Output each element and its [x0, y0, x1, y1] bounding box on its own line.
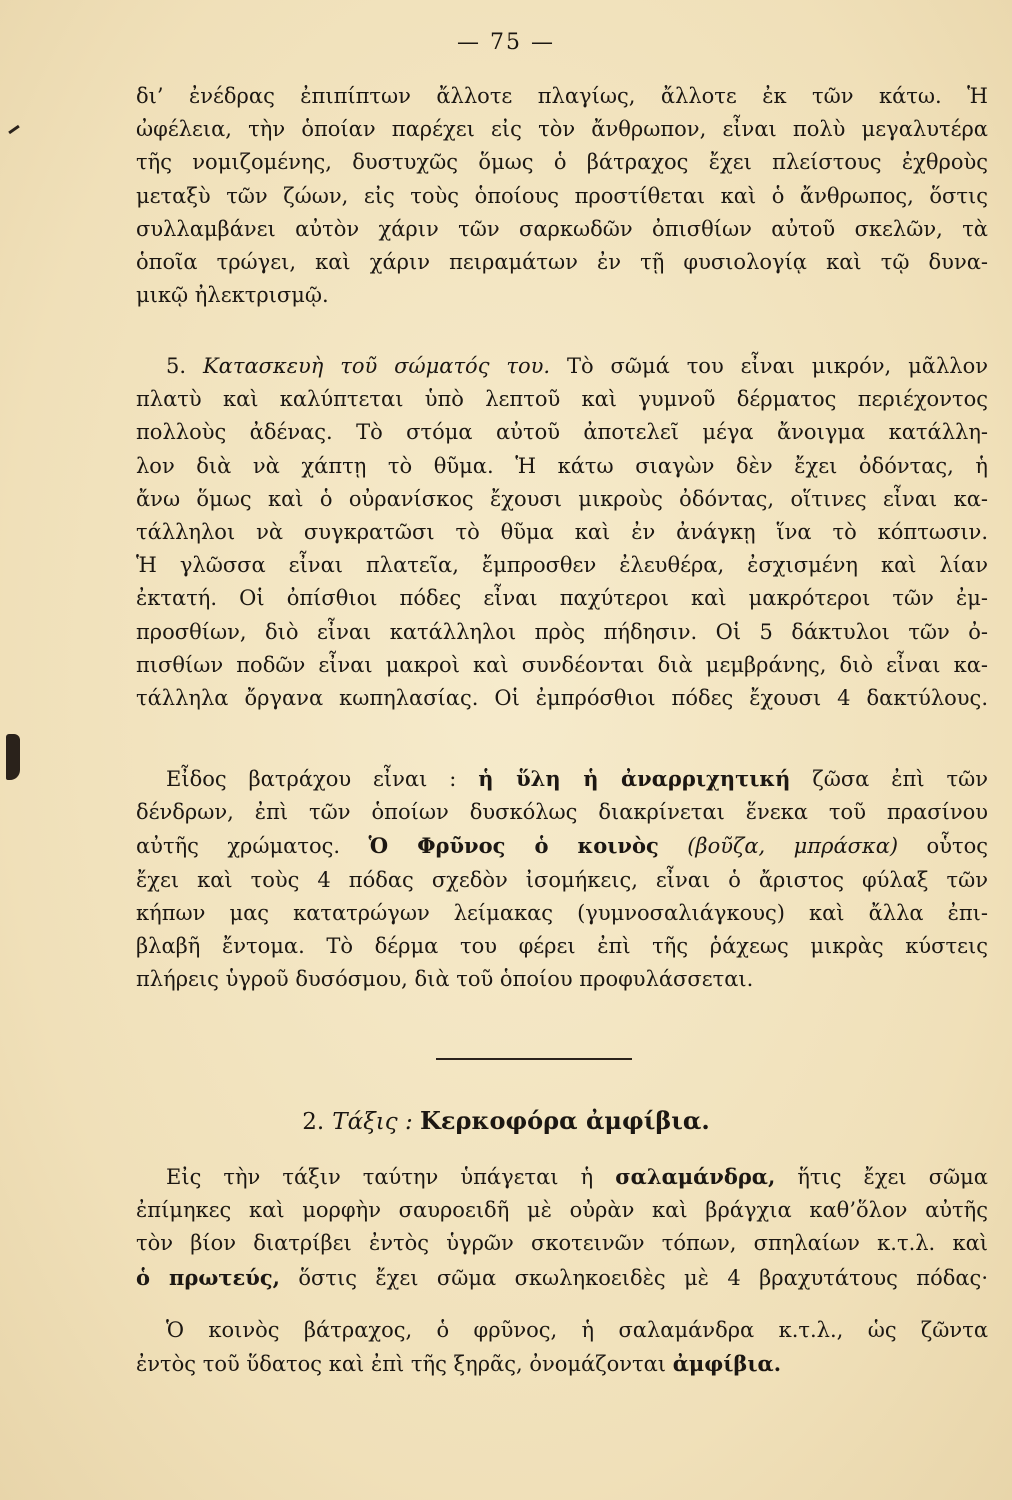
text-line: προσθίων, διὸ εἶναι κατάλληλοι πρὸς πήδησιν. Οἱ 5 δάκτυλοι τῶν ὀ-: [136, 619, 988, 644]
text-line: τάλληλα ὄργανα κωπηλασίας. Οἱ ἐμπρόσθιοι πόδες ἔχουσι 4 δακτύλους.: [136, 686, 988, 711]
text-line: Ἡ γλῶσσα εἶναι πλατεῖα, ἔμπροσθεν ἐλευθέρα, ἐσχισμένη καὶ λίαν: [136, 553, 988, 578]
section-divider: [436, 1058, 632, 1060]
heading-label: Τάξις :: [332, 1109, 413, 1135]
text-run: Τὸ σῶμά του εἶναι μικρόν, μᾶλλον: [566, 354, 988, 378]
text-line: ἐπίμηκες καὶ μορφὴν σαυροειδῆ μὲ οὐρὰν καὶ βράγχια καθ’ὅλον αὐτῆς: [136, 1198, 988, 1223]
text-line: πολλοὺς ἀδένας. Τὸ στόμα αὐτοῦ ἀποτελεῖ μέγα ἄνοιγμα κατάλλη-: [136, 420, 988, 445]
text-line: μικῷ ἠλεκτρισμῷ.: [136, 283, 329, 308]
text-run: Εἶδος βατράχου εἶναι :: [166, 767, 457, 791]
heading-number: 2.: [302, 1109, 325, 1135]
text-line: Ὁ κοινὸς βάτραχος, ὁ φρῦνος, ἡ σαλαμάνδρα κ.τ.λ., ὡς ζῶντα: [166, 1318, 988, 1342]
term-amphibians: ἀμφίβια.: [672, 1351, 782, 1377]
common-names: (βοῦζα, μπράσκα): [687, 834, 899, 859]
text-line: [136, 1347, 988, 1381]
section-title: Κατασκευὴ τοῦ σώματός του.: [202, 354, 551, 378]
text-run: Εἰς τὴν τάξιν ταύτην ὑπάγεται ἡ: [166, 1165, 594, 1189]
text-line: ἔχει καὶ τοὺς 4 πόδας σχεδὸν ἰσομήκεις, εἶναι ὁ ἄριστος φύλαξ τῶν: [136, 867, 988, 892]
text-line: πλήρεις ὑγροῦ δυσόσμου, διὰ τοῦ ὁποίου προφυλάσσεται.: [136, 967, 754, 992]
margin-ink-mark: [6, 734, 20, 780]
text-line: ὁποῖα τρώγει, καὶ χάριν πειραμάτων ἐν τῇ φυσιολογίᾳ καὶ τῷ δυνα-: [136, 250, 988, 275]
heading-title: Κερκοφόρα ἀμφίβια.: [420, 1106, 710, 1135]
species-name: ἡ ὕλη ἡ ἀναρριχητική: [478, 766, 791, 791]
paragraph-body-structure: [136, 350, 988, 715]
text-line: δένδρων, ἐπὶ τῶν ὁποίων δυσκόλως διακρίνεται ἕνεκα τοῦ πρασίνου: [136, 800, 988, 825]
text-line: δι’ ἐνέδρας ἐπιπίπτων ἄλλοτε πλαγίως, ἄλλοτε ἐκ τῶν κάτω. Ἡ: [136, 84, 988, 108]
species-name: Ὁ Φρῦνος ὁ κοινὸς: [368, 833, 659, 859]
text-line: κήπων μας κατατρώγων λείμακας (γυμνοσαλιάγκους) καὶ ἄλλα ἐπι-: [136, 900, 988, 925]
text-line: ἐκτατή. Οἱ ὀπίσθιοι πόδες εἶναι παχύτεροι καὶ μακρότεροι τῶν ἐμ-: [136, 586, 988, 611]
paragraph-salamander: [136, 1160, 988, 1295]
species-name: σαλαμάνδρα,: [615, 1164, 776, 1189]
text-line: ὠφέλεια, τὴν ὁποίαν παρέχει εἰς τὸν ἄνθρωπον, εἶναι πολὺ μεγαλυτέρα: [136, 117, 988, 142]
text-line: βλαβῆ ἔντομα. Τὸ δέρμα του φέρει ἐπὶ τῆς ῥάχεως μικρὰς κύστεις: [136, 934, 988, 959]
text-run: αὐτῆς χρώματος.: [136, 834, 341, 859]
paragraph-amphibians: [136, 1314, 988, 1381]
species-name: ὁ πρωτεύς,: [136, 1264, 280, 1290]
text-line: [136, 829, 988, 863]
text-line: [136, 762, 988, 796]
text-line: τὸν βίον διατρίβει ἐντὸς ὑγρῶν σκοτεινῶν τόπων, σπηλαίων κ.τ.λ. καὶ: [136, 1231, 988, 1256]
text-line: πλατὺ καὶ καλύπτεται ὑπὸ λεπτοῦ καὶ γυμνοῦ δέρματος περιέχοντος: [136, 387, 988, 412]
text-line: ἄνω ὅμως καὶ ὁ οὐρανίσκος ἔχουσι μικροὺς ὀδόντας, οἵτινες εἶναι κα-: [136, 486, 988, 511]
text-run: ὅστις ἔχει σῶμα σκωληκοειδὲς μὲ 4 βραχυτάτους πόδας·: [298, 1265, 988, 1290]
text-run: ἥτις ἔχει σῶμα: [797, 1165, 988, 1189]
text-line: συλλαμβάνει αὐτὸν χάριν τῶν σαρκωδῶν ὀπισθίων αὐτοῦ σκελῶν, τὰ: [136, 216, 988, 241]
text-line: [136, 350, 988, 383]
text-line: λον διὰ νὰ χάπτῃ τὸ θῦμα. Ἡ κάτω σιαγὼν δὲν ἔχει ὀδόντας, ἡ: [136, 453, 988, 478]
page-number: — 75 —: [457, 30, 555, 55]
text-run: ἐντὸς τοῦ ὕδατος καὶ ἐπὶ τῆς ξηρᾶς, ὀνομάζονται: [136, 1352, 667, 1377]
paragraph-benefit: [136, 80, 988, 312]
section-heading: [0, 1106, 1012, 1135]
text-line: [136, 1160, 988, 1194]
paragraph-frog-species: [136, 762, 988, 996]
text-line: [136, 1261, 988, 1295]
text-run: ζῶσα ἐπὶ τῶν: [812, 767, 988, 791]
text-line: τῆς νομιζομένης, δυστυχῶς ὅμως ὁ βάτραχος ἔχει πλείστους ἐχθροὺς: [136, 150, 988, 175]
section-number: 5.: [166, 354, 187, 378]
margin-mark-small: [8, 125, 20, 134]
text-line: πισθίων ποδῶν εἶναι μακροὶ καὶ συνδέονται διὰ μεμβράνης, διὸ εἶναι κα-: [136, 652, 988, 677]
text-line: μεταξὺ τῶν ζώων, εἰς τοὺς ὁποίους προστίθεται καὶ ὁ ἄνθρωπος, ὅστις: [136, 183, 988, 208]
text-run: οὗτος: [926, 834, 988, 859]
text-line: τάλληλοι νὰ συγκρατῶσι τὸ θῦμα καὶ ἐν ἀνάγκῃ ἵνα τὸ κόπτωσιν.: [136, 520, 988, 545]
